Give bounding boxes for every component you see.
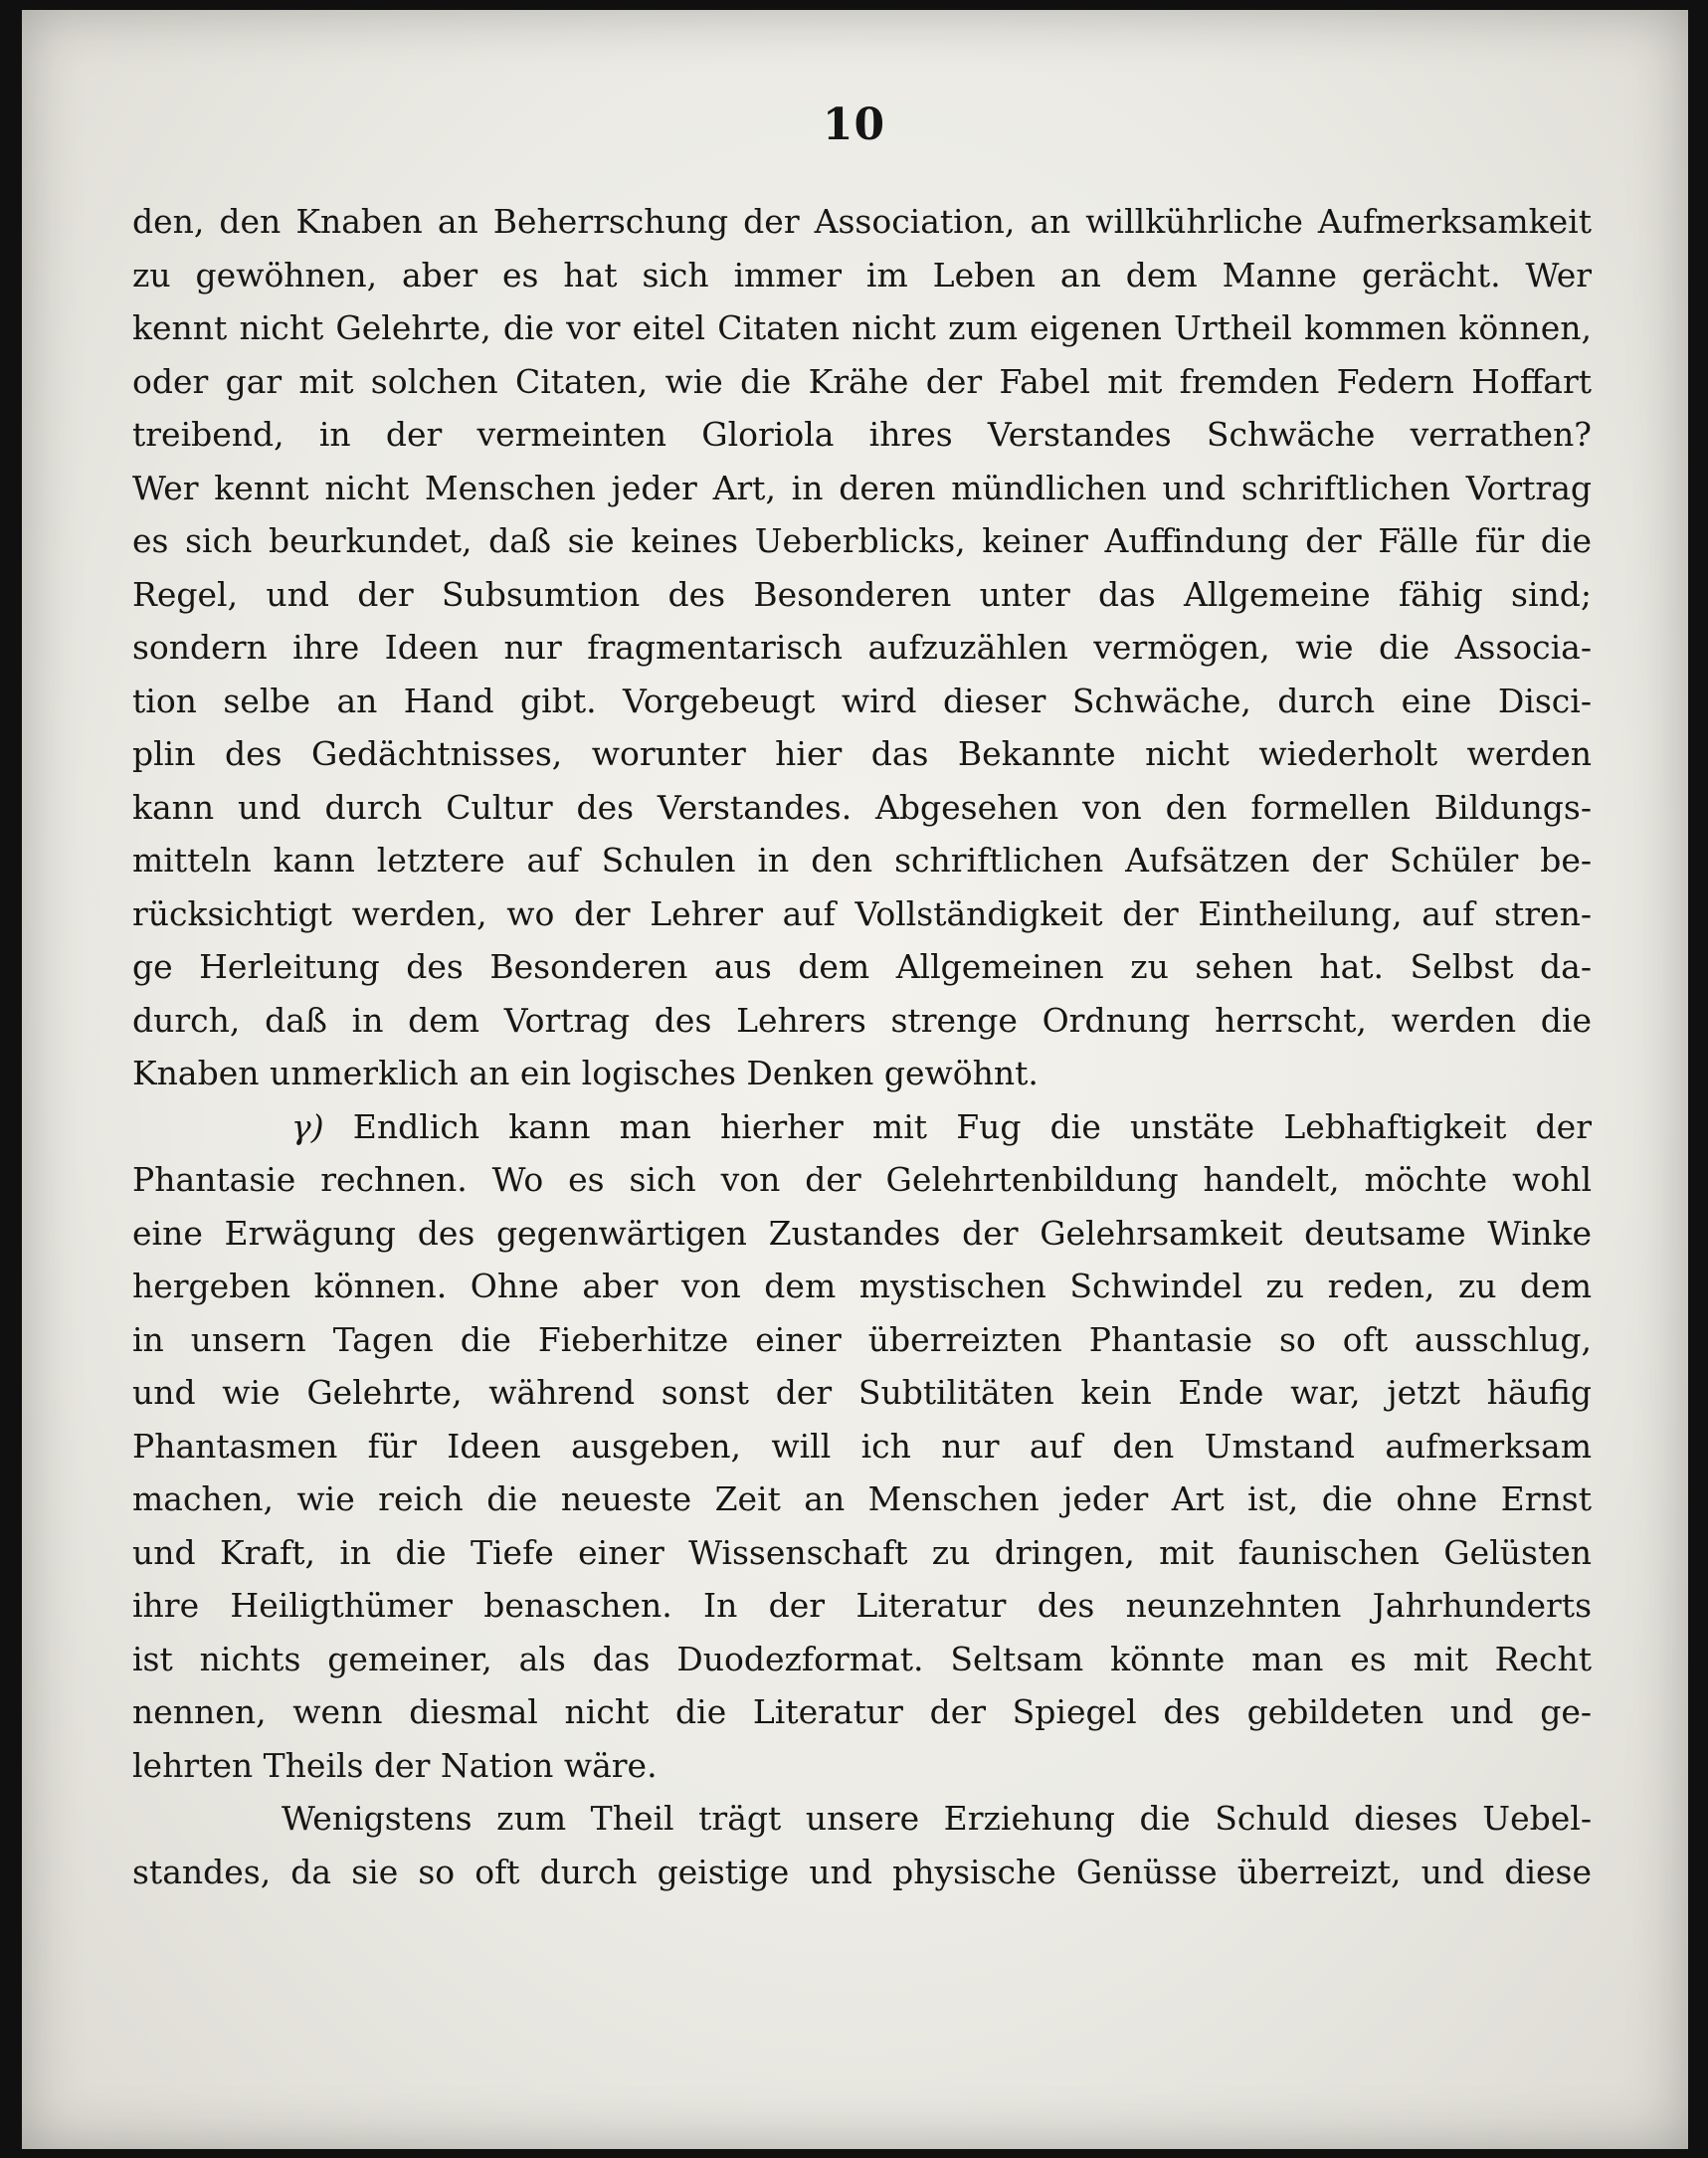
text-line: kann und durch Cultur des Verstandes. Abgesehen von den formellen Bildungs-: [132, 787, 1592, 827]
text-line: und wie Gelehrte, während sonst der Subtilitäten kein Ende war, jetzt häufig: [132, 1373, 1592, 1412]
text-line: nennen, wenn diesmal nicht die Literatur der Spiegel des gebildeten und ge-: [132, 1692, 1592, 1731]
text-line: Wenigstens zum Theil trägt unsere Erziehung die Schuld dieses Uebel-: [282, 1799, 1592, 1838]
text-line: tion selbe an Hand gibt. Vorgebeugt wird dieser Schwäche, durch eine Disci-: [132, 681, 1592, 720]
text-line-gamma: [132, 1100, 1592, 1154]
page-body: [132, 195, 1592, 1898]
text-line: standes, da sie so oft durch geistige und physische Genüsse überreizt, und diese: [132, 1852, 1592, 1891]
text-line: Knaben unmerklich an ein logisches Denken gewöhnt.: [132, 1054, 1039, 1092]
text-line: machen, wie reich die neueste Zeit an Menschen jeder Art ist, die ohne Ernst: [132, 1479, 1592, 1518]
section-marker-gamma: γ): [291, 1106, 324, 1146]
text-line-content: Endlich kann man hierher mit Fug die unstäte Lebhaftigkeit der: [352, 1106, 1592, 1146]
paragraph-gamma: [132, 1100, 1592, 1793]
text-line: mitteln kann letztere auf Schulen in den schriftlichen Aufsätzen der Schüler be-: [132, 841, 1592, 880]
text-line: lehrten Theils der Nation wäre.: [132, 1745, 658, 1785]
text-line: ge Herleitung des Besonderen aus dem Allgemeinen zu sehen hat. Selbst da-: [132, 947, 1592, 986]
text-line: kennt nicht Gelehrte, die vor eitel Citaten nicht zum eigenen Urtheil kommen können,: [132, 308, 1592, 347]
text-line: hergeben können. Ohne aber von dem mystischen Schwindel zu reden, zu dem: [132, 1267, 1592, 1305]
text-line: plin des Gedächtnisses, worunter hier das Bekannte nicht wiederholt werden: [132, 734, 1592, 773]
text-line: den, den Knaben an Beherrschung der Association, an willkührliche Aufmerksamkeit: [132, 202, 1592, 241]
text-line: und Kraft, in die Tiefe einer Wissenschaft zu dringen, mit faunischen Gelüsten: [132, 1532, 1592, 1572]
text-line: Regel, und der Subsumtion des Besonderen unter das Allgemeine fähig sind;: [132, 574, 1592, 614]
text-line: Phantasie rechnen. Wo es sich von der Gelehrtenbildung handelt, möchte wohl: [132, 1160, 1592, 1199]
text-line: Phantasmen für Ideen ausgeben, will ich nur auf den Umstand aufmerksam: [132, 1426, 1592, 1466]
text-line: Wer kennt nicht Menschen jeder Art, in deren mündlichen und schriftlichen Vortrag: [132, 468, 1592, 507]
text-line: ihre Heiligthümer benaschen. In der Literatur des neunzehnten Jahrhunderts: [132, 1586, 1592, 1625]
text-line: eine Erwägung des gegenwärtigen Zustandes der Gelehrsamkeit deutsame Winke: [132, 1213, 1592, 1253]
page-number: 10: [822, 99, 886, 150]
text-line: treibend, in der vermeinten Gloriola ihres Verstandes Schwäche verrathen?: [132, 415, 1592, 454]
text-line: durch, daß in dem Vortrag des Lehrers strenge Ordnung herrscht, werden die: [132, 1000, 1592, 1040]
paragraph-final: [132, 1792, 1592, 1898]
text-line: oder gar mit solchen Citaten, wie die Krähe der Fabel mit fremden Federn Hoffart: [132, 361, 1592, 401]
paragraph-association: [132, 195, 1592, 1100]
text-line: zu gewöhnen, aber es hat sich immer im Leben an dem Manne gerächt. Wer: [132, 255, 1592, 294]
text-line: ist nichts gemeiner, als das Duodezformat. Seltsam könnte man es mit Recht: [132, 1639, 1592, 1678]
text-line: es sich beurkundet, daß sie keines Ueberblicks, keiner Auffindung der Fälle für die: [132, 521, 1592, 560]
text-line: rücksichtigt werden, wo der Lehrer auf Vollständigkeit der Eintheilung, auf stren-: [132, 893, 1592, 933]
text-line: in unsern Tagen die Fieberhitze einer überreizten Phantasie so oft ausschlug,: [132, 1319, 1592, 1359]
text-line: sondern ihre Ideen nur fragmentarisch aufzuzählen vermögen, wie die Associa-: [132, 628, 1592, 667]
